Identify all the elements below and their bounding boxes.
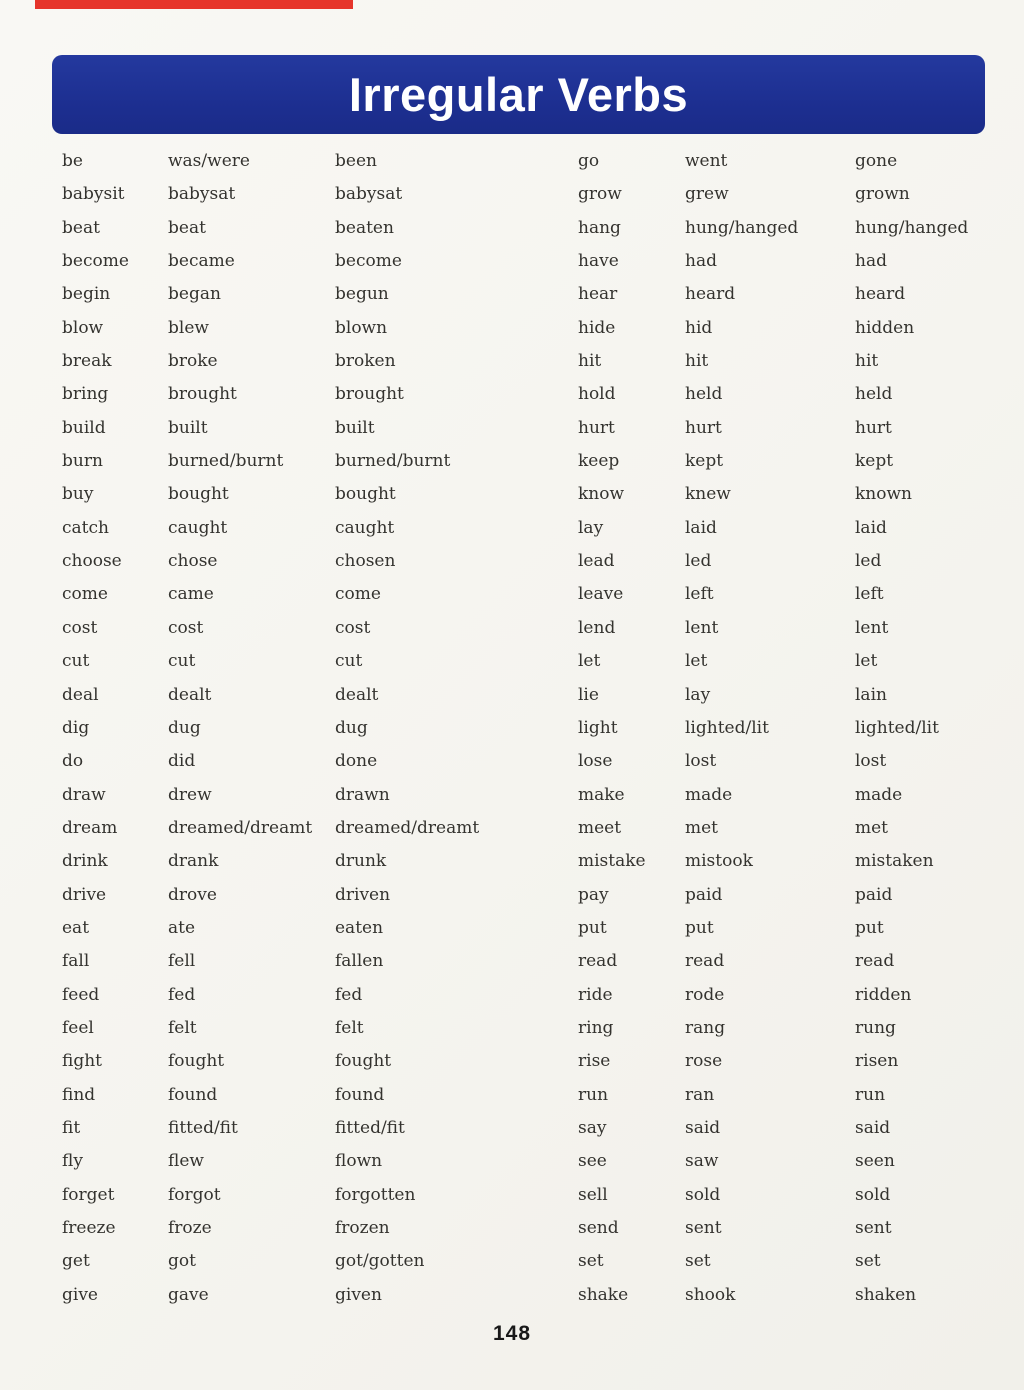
verb-cell: hear xyxy=(578,284,618,305)
verb-cell: let xyxy=(685,651,708,672)
verb-cell: let xyxy=(578,651,601,672)
verb-cell: lose xyxy=(578,751,613,772)
verb-cell: freeze xyxy=(62,1218,116,1238)
verb-cell: fought xyxy=(168,1051,225,1072)
verb-cell: lost xyxy=(855,751,887,772)
verb-cell: grew xyxy=(685,184,729,205)
verb-cell: say xyxy=(578,1117,607,1138)
verb-cell: have xyxy=(578,251,619,272)
verb-cell: lie xyxy=(578,684,599,705)
verb-cell: forgot xyxy=(168,1184,221,1205)
verb-cell: keep xyxy=(578,451,620,472)
verb-cell: built xyxy=(168,417,208,438)
verb-cell: cost xyxy=(62,617,98,638)
verb-cell: rung xyxy=(855,1017,896,1038)
verb-cell: done xyxy=(335,751,378,772)
verb-cell: led xyxy=(685,551,712,572)
verb-cell: been xyxy=(335,151,377,171)
verb-cell: sell xyxy=(578,1184,608,1205)
verb-cell: begin xyxy=(62,284,111,305)
page-number: 148 xyxy=(492,1322,532,1345)
verb-cell: hide xyxy=(578,317,616,338)
verb-cell: left xyxy=(855,584,884,605)
verb-cell: drunk xyxy=(335,851,387,872)
verb-cell: catch xyxy=(62,517,109,538)
verb-cell: caught xyxy=(335,517,395,538)
verb-cell: sold xyxy=(855,1184,891,1205)
verb-cell: lain xyxy=(855,684,887,705)
verb-cell: caught xyxy=(168,517,228,538)
verb-cell: bought xyxy=(335,484,396,505)
verb-cell: began xyxy=(168,284,221,305)
verb-cell: mistake xyxy=(578,851,646,872)
verb-cell: hit xyxy=(855,351,879,372)
verb-cell: blow xyxy=(62,317,104,338)
verb-cell: cut xyxy=(168,651,196,672)
verb-cell: given xyxy=(335,1284,382,1305)
verb-cell: fall xyxy=(62,951,90,972)
verb-cell: left xyxy=(685,584,714,605)
red-edge-strip xyxy=(35,0,353,9)
verb-cell: went xyxy=(685,151,728,171)
verb-cell: laid xyxy=(855,517,887,538)
verb-cell: led xyxy=(855,551,882,572)
verb-cell: hold xyxy=(578,384,616,405)
verb-cell: felt xyxy=(335,1017,364,1038)
page-title: Irregular Verbs xyxy=(348,68,689,121)
verb-cell: paid xyxy=(855,884,893,905)
verb-cell: send xyxy=(578,1218,619,1238)
verb-cell: held xyxy=(685,384,723,405)
verb-cell: put xyxy=(578,917,607,938)
verb-cell: dug xyxy=(335,717,368,738)
verb-cell: grow xyxy=(578,184,622,205)
verb-cell: chosen xyxy=(335,551,396,572)
verb-cell: lighted/lit xyxy=(855,717,939,738)
verb-cell: come xyxy=(62,584,108,605)
verb-cell: lead xyxy=(578,551,615,572)
verb-cell: knew xyxy=(685,484,731,505)
verb-cell: hit xyxy=(685,351,709,372)
verb-cell: dig xyxy=(62,717,90,738)
verb-cell: burned/burnt xyxy=(335,451,451,472)
verb-cell: fallen xyxy=(335,951,384,972)
verb-cell: heard xyxy=(685,284,736,305)
verb-cell: rode xyxy=(685,984,725,1005)
verb-cell: hid xyxy=(685,317,713,338)
verb-cell: drink xyxy=(62,851,108,872)
verb-cell: shaken xyxy=(855,1284,917,1305)
verb-cell: kept xyxy=(685,451,724,472)
verb-cell: find xyxy=(62,1084,96,1105)
verb-cell: heard xyxy=(855,284,906,305)
verb-cell: rang xyxy=(685,1017,726,1038)
verb-cell: lay xyxy=(685,684,711,705)
verb-cell: had xyxy=(855,251,887,272)
verb-cell: fitted/fit xyxy=(168,1117,238,1138)
verb-cell: laid xyxy=(685,517,717,538)
verb-cell: ran xyxy=(685,1084,715,1105)
verb-cell: found xyxy=(168,1084,218,1105)
verb-cell: fly xyxy=(62,1151,83,1172)
verb-cell: draw xyxy=(62,784,106,805)
verb-cell: come xyxy=(335,584,381,605)
verb-cell: lost xyxy=(685,751,717,772)
verb-cell: get xyxy=(62,1251,90,1272)
verb-cell: see xyxy=(578,1151,607,1172)
verb-cell: fell xyxy=(168,951,196,972)
verb-cell: hit xyxy=(578,351,602,372)
verb-cell: mistaken xyxy=(855,851,934,872)
verb-cell: put xyxy=(855,917,884,938)
verb-cell: fight xyxy=(62,1051,103,1072)
verb-cell: hung/hanged xyxy=(685,217,799,238)
verb-cell: cut xyxy=(335,651,363,672)
verb-cell: read xyxy=(685,951,725,972)
verb-cell: became xyxy=(168,251,235,272)
verb-cell: gave xyxy=(168,1284,209,1305)
verb-cell: risen xyxy=(855,1051,899,1072)
verb-cell: beaten xyxy=(335,217,394,238)
verb-cell: hurt xyxy=(855,417,892,438)
verb-cell: hurt xyxy=(578,417,615,438)
verb-cell: got xyxy=(168,1251,196,1272)
verb-cell: leave xyxy=(578,584,624,605)
verb-cell: fit xyxy=(62,1117,81,1138)
verb-cell: set xyxy=(685,1251,711,1272)
verb-cell: sold xyxy=(685,1184,721,1205)
verb-cell: drove xyxy=(168,884,217,905)
verb-cell: dreamed/dreamt xyxy=(335,817,480,838)
verb-cell: ring xyxy=(578,1017,614,1038)
verb-cell: said xyxy=(855,1117,891,1138)
verb-cell: dealt xyxy=(335,684,379,705)
verb-cell: hung/hanged xyxy=(855,217,969,238)
verb-cell: be xyxy=(62,151,83,171)
verb-cell: dream xyxy=(62,817,118,838)
verb-cell: built xyxy=(335,417,375,438)
page-header xyxy=(52,55,985,134)
verb-cell: lent xyxy=(685,617,719,638)
verb-cell: rise xyxy=(578,1051,611,1072)
verb-cell: made xyxy=(685,784,733,805)
verb-cell: held xyxy=(855,384,893,405)
verb-cell: set xyxy=(578,1251,604,1272)
verb-cell: sent xyxy=(685,1218,722,1238)
verb-cell: choose xyxy=(62,551,122,572)
verb-cell: frozen xyxy=(335,1218,390,1238)
verb-cell: forgotten xyxy=(335,1184,416,1205)
verb-cell: ride xyxy=(578,984,613,1005)
verb-cell: brought xyxy=(335,384,404,405)
verb-cell: build xyxy=(62,417,106,438)
verb-cell: set xyxy=(855,1251,881,1272)
verb-cell: lay xyxy=(578,517,604,538)
verb-cell: fought xyxy=(335,1051,392,1072)
verb-cell: made xyxy=(855,784,903,805)
verb-cell: cost xyxy=(168,617,204,638)
verb-cell: brought xyxy=(168,384,237,405)
verb-cell: beat xyxy=(62,217,100,238)
verb-cell: read xyxy=(855,951,895,972)
verb-cell: make xyxy=(578,784,625,805)
verb-cell: burned/burnt xyxy=(168,451,284,472)
verb-cell: chose xyxy=(168,551,218,572)
verb-cell: babysat xyxy=(335,184,403,205)
verb-cell: felt xyxy=(168,1017,197,1038)
verb-cell: seen xyxy=(855,1151,895,1172)
verb-group-right xyxy=(578,145,988,1312)
verb-cell: blown xyxy=(335,317,388,338)
verb-cell: ridden xyxy=(855,984,912,1005)
verb-cell: shook xyxy=(685,1284,736,1305)
verb-cell: bought xyxy=(168,484,229,505)
verb-cell: pay xyxy=(578,884,609,905)
verb-cell: babysat xyxy=(168,184,236,205)
verb-cell: lent xyxy=(855,617,889,638)
verb-cell: deal xyxy=(62,684,99,705)
verb-cell: know xyxy=(578,484,625,505)
verb-cell: known xyxy=(855,484,912,505)
verb-cell: babysit xyxy=(62,184,125,205)
verb-cell: fitted/fit xyxy=(335,1117,405,1138)
verb-cell: eat xyxy=(62,917,90,938)
verb-cell: give xyxy=(62,1284,98,1305)
verb-cell: dug xyxy=(168,717,201,738)
verb-cell: break xyxy=(62,351,112,372)
verb-cell: rose xyxy=(685,1051,723,1072)
verb-cell: hurt xyxy=(685,417,722,438)
verb-cell: hidden xyxy=(855,317,915,338)
verb-cell: run xyxy=(578,1084,609,1105)
verb-cell: go xyxy=(578,151,600,171)
verb-cell: bring xyxy=(62,384,109,405)
verb-cell: mistook xyxy=(685,851,753,872)
verb-cell: dealt xyxy=(168,684,212,705)
verb-cell: blew xyxy=(168,317,209,338)
verb-cell: broke xyxy=(168,351,218,372)
verb-cell: driven xyxy=(335,884,391,905)
verb-cell: begun xyxy=(335,284,389,305)
verb-cell: put xyxy=(685,917,714,938)
verb-cell: cost xyxy=(335,617,371,638)
verb-cell: lend xyxy=(578,617,616,638)
verb-cell: saw xyxy=(685,1151,719,1172)
verb-cell: sent xyxy=(855,1218,892,1238)
verb-cell: came xyxy=(168,584,214,605)
verb-cell: feel xyxy=(62,1017,94,1038)
verb-cell: paid xyxy=(685,884,723,905)
verb-cell: grown xyxy=(855,184,910,205)
verb-cell: become xyxy=(62,251,129,272)
verb-cell: read xyxy=(578,951,618,972)
verb-cell: let xyxy=(855,651,878,672)
verb-cell: light xyxy=(578,717,618,738)
verb-cell: buy xyxy=(62,484,94,505)
verb-cell: run xyxy=(855,1084,886,1105)
verb-cell: flew xyxy=(168,1151,204,1172)
verb-cell: broken xyxy=(335,351,396,372)
verb-cell: had xyxy=(685,251,717,272)
verb-cell: hang xyxy=(578,217,621,238)
verb-cell: drew xyxy=(168,784,212,805)
verb-cell: was/were xyxy=(168,151,250,171)
verb-cell: beat xyxy=(168,217,206,238)
verb-cell: lighted/lit xyxy=(685,717,769,738)
verb-cell: feed xyxy=(62,984,100,1005)
verb-cell: drank xyxy=(168,851,219,872)
verb-cell: said xyxy=(685,1117,721,1138)
verb-cell: fed xyxy=(168,984,196,1005)
verb-cell: ate xyxy=(168,917,196,938)
verb-cell: drawn xyxy=(335,784,390,805)
verb-cell: burn xyxy=(62,451,103,472)
verb-group-left xyxy=(62,145,512,1312)
verb-cell: do xyxy=(62,751,84,772)
verb-cell: met xyxy=(685,817,719,838)
verb-cell: meet xyxy=(578,817,622,838)
verb-cell: forget xyxy=(62,1184,115,1205)
verb-cell: become xyxy=(335,251,402,272)
verb-cell: cut xyxy=(62,651,90,672)
verb-cell: shake xyxy=(578,1284,629,1305)
verb-cell: drive xyxy=(62,884,107,905)
verb-cell: flown xyxy=(335,1151,383,1172)
verb-cell: found xyxy=(335,1084,385,1105)
verb-cell: dreamed/dreamt xyxy=(168,817,313,838)
verb-cell: did xyxy=(168,751,196,772)
verb-cell: fed xyxy=(335,984,363,1005)
verb-cell: gone xyxy=(855,151,898,171)
verb-cell: eaten xyxy=(335,917,384,938)
verb-cell: froze xyxy=(168,1218,212,1238)
verb-cell: met xyxy=(855,817,889,838)
verb-cell: kept xyxy=(855,451,894,472)
verb-cell: got/gotten xyxy=(335,1251,425,1272)
